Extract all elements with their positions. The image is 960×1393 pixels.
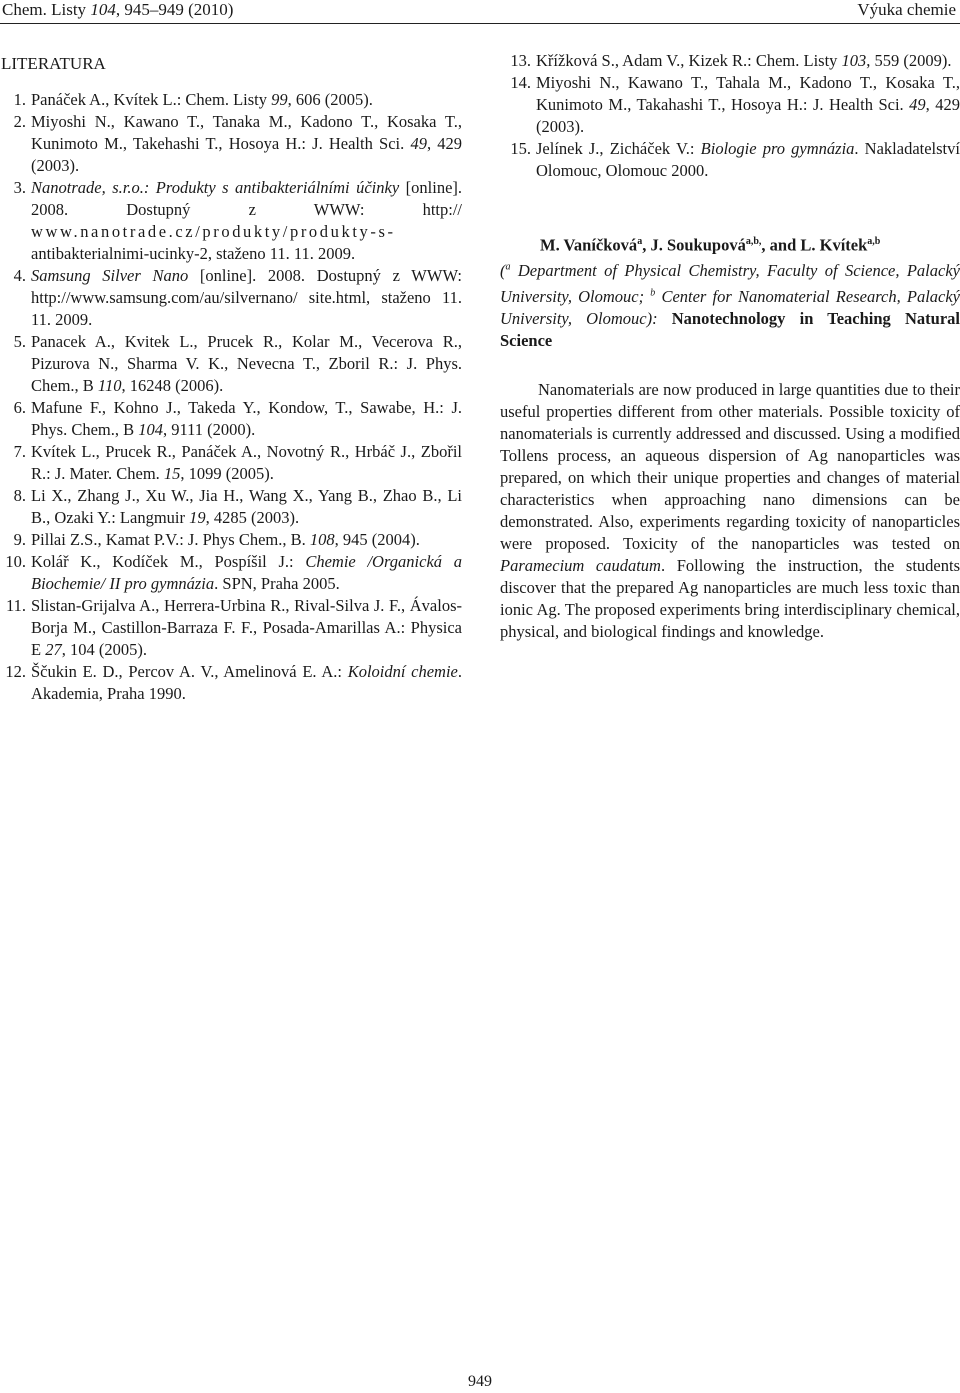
right-column bbox=[500, 50, 960, 643]
abstract-affiliation: ($^a$ Department of Physical Chemistry, Faculty of Science, Palacký University, Olomouc; $^b$ Center for Nanomaterial Research, Palacký University, Olomouc): Nanotechnology in Teaching Natural Science bbox=[500, 261, 960, 350]
reference-number: 7. bbox=[13, 442, 26, 461]
reference-item bbox=[500, 72, 960, 138]
reference-item bbox=[0, 331, 462, 397]
reference-text: Slistan-Grijalva A., Herrera-Urbina R., Rival-Silva J. F., Ávalos-Borja M., Castillon-Barraza F. F., Posada-Amarillas A.: Physica E 27, 104 (2005). bbox=[31, 596, 462, 659]
reference-number: 9. bbox=[13, 530, 26, 549]
reference-item bbox=[0, 529, 462, 551]
reference-number: 11. bbox=[5, 596, 26, 615]
reference-text: Mafune F., Kohno J., Takeda Y., Kondow, T., Sawabe, H.: J. Phys. Chem., B 104, 9111 (2000). bbox=[31, 398, 462, 439]
reference-text: Panáček A., Kvítek L.: Chem. Listy 99, 606 (2005). bbox=[31, 90, 373, 109]
reference-item bbox=[0, 485, 462, 529]
reference-text: Nanotrade, s.r.o.: Produkty s antibakteriálními účinky [online]. 2008. Dostupný z WWW: http:// www.nanotrade.cz/produkty/produkty-s-antibakterialnimi-ucinky-2, staženo 11. 11. 2009. bbox=[31, 178, 463, 263]
reference-text: Ščukin E. D., Percov A. V., Amelinová E. A.: Koloidní chemie. Akademia, Praha 1990. bbox=[31, 662, 463, 703]
reference-item bbox=[0, 397, 462, 441]
reference-number: 13. bbox=[510, 51, 531, 70]
abstract-header bbox=[500, 231, 960, 352]
reference-item bbox=[0, 89, 462, 111]
abstract-title: Nanotechnology in Teaching Natural Science bbox=[500, 308, 960, 350]
abstract-body: Nanomaterials are now produced in large quantities due to their useful properties different from other materials. Possible toxicity of nanomaterials is currently addressed and discussed. Using a modified Tollens process, an aqueous dispersion of Ag nanoparticles was prepared, on which their unique properties and changes of material characteristics when approaching nano dimensions can be demonstrated. Also, experiments regarding toxicity of nanoparticles were proposed. Toxicity of the nanoparticles was tested on Paramecium caudatum. Following the instruction, the students discover that the prepared Ag nanoparticles are much less toxic than ionic Ag. The proposed experiments bring interdisciplinary chemical, physical, and biological findings and knowledge. bbox=[500, 379, 960, 641]
header-rule bbox=[0, 23, 960, 24]
reference-item bbox=[0, 177, 462, 265]
reference-item bbox=[0, 441, 462, 485]
reference-number: 5. bbox=[13, 332, 26, 351]
page-number: 949 bbox=[468, 1373, 492, 1390]
reference-text: Kvítek L., Prucek R., Panáček A., Novotný R., Hrbáč J., Zbořil R.: J. Mater. Chem. 15, 1099 (2005). bbox=[31, 442, 462, 483]
reference-item bbox=[0, 265, 462, 331]
reference-number: 2. bbox=[13, 112, 26, 131]
reference-number: 8. bbox=[13, 486, 26, 505]
reference-text: Jelínek J., Zicháček V.: Biologie pro gymnázia. Nakladatelství Olomouc, Olomouc 2000. bbox=[536, 139, 960, 180]
reference-text: Miyoshi N., Kawano T., Tahala M., Kadono T., Kosaka T., Kunimoto M., Takahashi T., Hosoya H.: J. Health Sci. 49, 429 (2003). bbox=[536, 73, 960, 136]
reference-number: 4. bbox=[13, 266, 26, 285]
reference-item bbox=[0, 595, 462, 661]
reference-item bbox=[0, 551, 462, 595]
section-name: Výuka chemie bbox=[857, 0, 956, 19]
volume-number: 104 bbox=[90, 0, 116, 19]
reference-item bbox=[500, 138, 960, 182]
literature-heading: LITERATURA bbox=[1, 54, 106, 73]
reference-text: Miyoshi N., Kawano T., Tanaka M., Kadono T., Kosaka T., Kunimoto M., Takehashi T., Hosoya H.: J. Health Sci. 49, 429 (2003). bbox=[31, 112, 462, 175]
reference-number: 14. bbox=[510, 73, 531, 92]
left-column bbox=[0, 50, 462, 705]
reference-text: Pillai Z.S., Kamat P.V.: J. Phys Chem., B. 108, 945 (2004). bbox=[31, 530, 420, 549]
reference-text: Kolář K., Kodíček M., Pospíšil J.: Chemie /Organická a Biochemie/ II pro gymnázia. SPN, Praha 2005. bbox=[31, 552, 462, 593]
reference-text: Li X., Zhang J., Xu W., Jia H., Wang X., Yang B., Zhao B., Li B., Ozaki Y.: Langmuir 19, 4285 (2003). bbox=[31, 486, 462, 527]
reference-number: 15. bbox=[510, 139, 531, 158]
reference-text: Křížková S., Adam V., Kizek R.: Chem. Listy 103, 559 (2009). bbox=[536, 51, 952, 70]
journal-citation: Chem. Listy 104, 945–949 (2010) bbox=[2, 0, 234, 19]
reference-number: 3. bbox=[13, 178, 26, 197]
reference-item bbox=[0, 661, 462, 705]
abstract-authors: M. Vaníčková$^a$, J. Soukupová$^{a,b,}$, and L. Kvítek$^{a,b}$ bbox=[540, 235, 881, 255]
reference-text: Panacek A., Kvitek L., Prucek R., Kolar M., Vecerova R., Pizurova N., Sharma V. K., Nevecna T., Zboril R.: J. Phys. Chem., B 110, 16248 (2006). bbox=[31, 332, 462, 395]
reference-text: Samsung Silver Nano [online]. 2008. Dostupný z WWW: http://www.samsung.com/au/silvernano/ site.html, staženo 11. 11. 2009. bbox=[31, 266, 462, 329]
reference-item bbox=[0, 111, 462, 177]
reference-number: 12. bbox=[5, 662, 26, 681]
reference-number: 10. bbox=[5, 552, 26, 571]
reference-number: 6. bbox=[13, 398, 26, 417]
reference-item bbox=[500, 50, 960, 72]
reference-number: 1. bbox=[13, 90, 26, 109]
